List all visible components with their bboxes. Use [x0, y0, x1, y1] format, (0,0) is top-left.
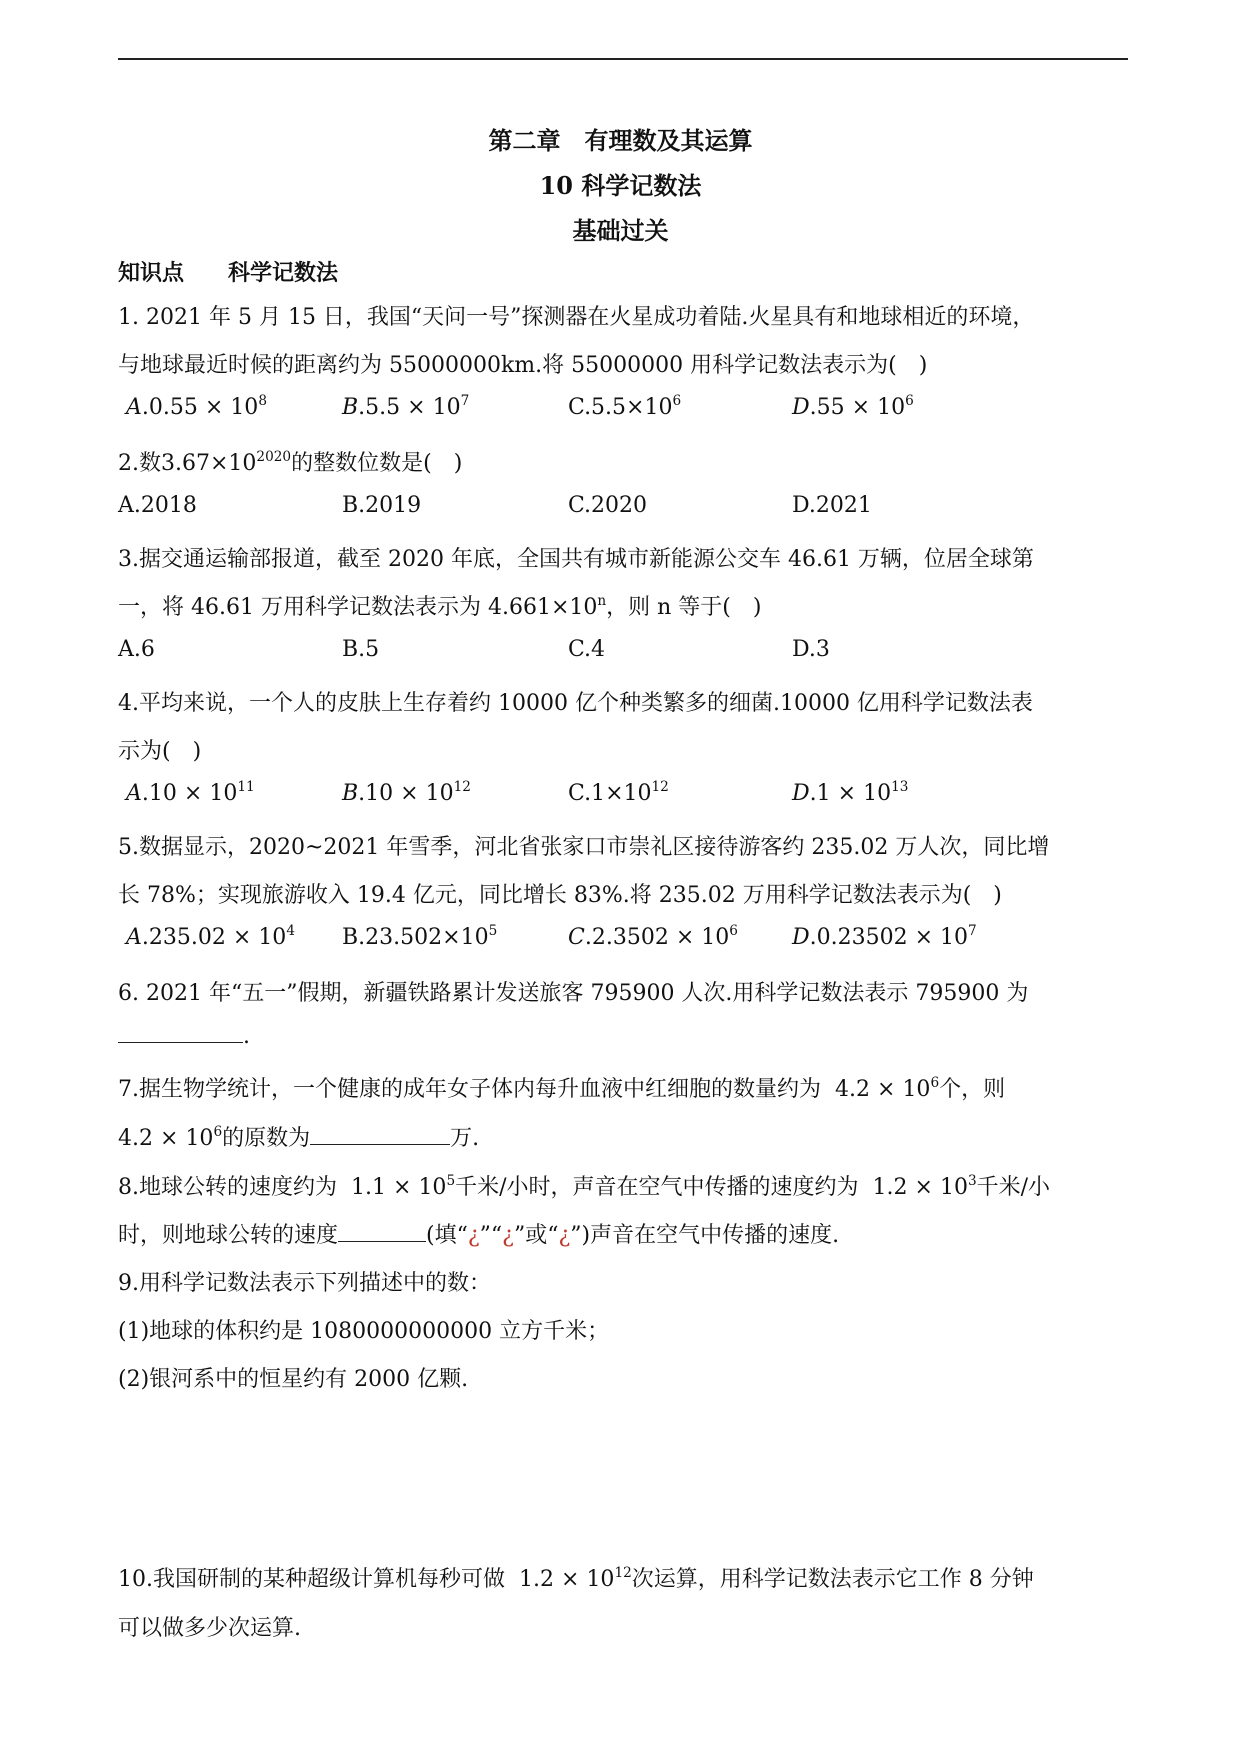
q8-line2: 时，则地球公转的速度 (填“¿”“¿”或“¿”)声音在空气中传播的速度.	[118, 1223, 840, 1248]
q2-option-a[interactable]: A.2018	[118, 493, 197, 518]
q5-option-b[interactable]: $B.23.502\times 10^5$	[342, 923, 498, 950]
q4-option-d[interactable]: $D.1 \times 10^{13}$	[792, 779, 909, 806]
chapter-title: 第二章 有理数及其运算	[488, 126, 753, 155]
q4-line2: 示为( )	[118, 739, 202, 764]
q1-line1: 1. 2021 年 5 月 15 日，我国“天问一号”探测器在火星成功着陆.火星具有和地球相近的环境，	[118, 305, 1035, 330]
q5-option-d[interactable]: $D.0.23502 \times 10^7$	[792, 923, 977, 950]
header-rule	[118, 58, 1128, 60]
q4-option-a[interactable]: $A.10 \times 10^{11}$	[126, 779, 255, 806]
q6-line1: 6. 2021 年“五一”假期，新疆铁路累计发送旅客 795900 人次.用科学记数法表示 795900 为	[118, 981, 1029, 1006]
q3-option-a[interactable]: A.6	[118, 637, 155, 662]
q10-line2: 可以做多少次运算.	[118, 1616, 301, 1641]
q7-line2: $4.2 \times 10^6$的原数为 万.	[118, 1124, 480, 1151]
q2-option-c[interactable]: C.2020	[568, 493, 648, 518]
q1-option-b[interactable]: $B.5.5 \times 10^7$	[342, 393, 470, 420]
q1-line2: 与地球最近时候的距离约为 55000000km.将 55000000 用科学记数法表示为( )	[118, 353, 928, 378]
q7-answer-blank[interactable]	[310, 1126, 450, 1145]
q3-option-d[interactable]: D.3	[792, 637, 830, 662]
q6-line2: .	[118, 1024, 250, 1049]
q10-line1: 10.我国研制的某种超级计算机每秒可做 $1.2 \times 10^{12}$次运算，用科学记数法表示它工作 8 分钟	[118, 1565, 1034, 1592]
q9-line1: 9.用科学记数法表示下列描述中的数：	[118, 1271, 491, 1296]
q4-option-c[interactable]: $C.1\times 10^{12}$	[568, 779, 669, 806]
q5-option-c[interactable]: $C.2.3502 \times 10^6$	[568, 923, 738, 950]
q7-line1: 7.据生物学统计，一个健康的成年女子体内每升血液中红细胞的数量约为 $4.2 \times 10^6$个，则	[118, 1075, 1006, 1102]
section-title: 基础过关	[572, 216, 669, 245]
q5-line1: 5.数据显示，2020~2021 年雪季，河北省张家口市崇礼区接待游客约 235.02 万人次，同比增	[118, 835, 1050, 860]
q2-option-d[interactable]: D.2021	[792, 493, 872, 518]
q5-option-a[interactable]: $A.235.02 \times 10^4$	[126, 923, 295, 950]
q2-stem: 2.数$3.67\times 10^{2020}$的整数位数是( )	[118, 449, 463, 476]
q3-line1: 3.据交通运输部报道，截至 2020 年底，全国共有城市新能源公交车 46.61 万辆，位居全球第	[118, 547, 1034, 572]
q2-option-b[interactable]: B.2019	[342, 493, 422, 518]
knowledge-point: 知识点 科学记数法	[118, 260, 339, 286]
q9-line3: (2)银河系中的恒星约有 2000 亿颗.	[118, 1367, 469, 1392]
q8-answer-blank[interactable]	[338, 1223, 426, 1242]
q1-option-d[interactable]: $D.55 \times 10^6$	[792, 393, 914, 420]
q1-option-c[interactable]: $C.5.5\times 10^6$	[568, 393, 682, 420]
q5-line2: 长 78%；实现旅游收入 19.4 亿元，同比增长 83%.将 235.02 万用科学记数法表示为( )	[118, 883, 1002, 908]
q9-line2: (1)地球的体积约是 1080000000000 立方千米；	[118, 1319, 610, 1344]
q3-line2: 一，将 46.61 万用科学记数法表示为 $4.661\times 10^n$，则 n 等于( )	[118, 593, 762, 620]
lesson-title: 10 科学记数法	[539, 171, 702, 200]
q4-option-b[interactable]: $B.10 \times 10^{12}$	[342, 779, 471, 806]
q4-line1: 4.平均来说，一个人的皮肤上生存着约 10000 亿个种类繁多的细菌.10000 亿用科学记数法表	[118, 691, 1033, 716]
q8-line1: 8.地球公转的速度约为 $1.1 \times 10^5$千米/小时，声音在空气中传播的速度约为 $1.2 \times 10^3$千米/小	[118, 1173, 1051, 1200]
q3-option-c[interactable]: C.4	[568, 637, 606, 662]
q1-option-a[interactable]: $A.0.55 \times 10^8$	[126, 393, 267, 420]
q6-answer-blank[interactable]	[118, 1024, 243, 1043]
q3-option-b[interactable]: B.5	[342, 637, 380, 662]
